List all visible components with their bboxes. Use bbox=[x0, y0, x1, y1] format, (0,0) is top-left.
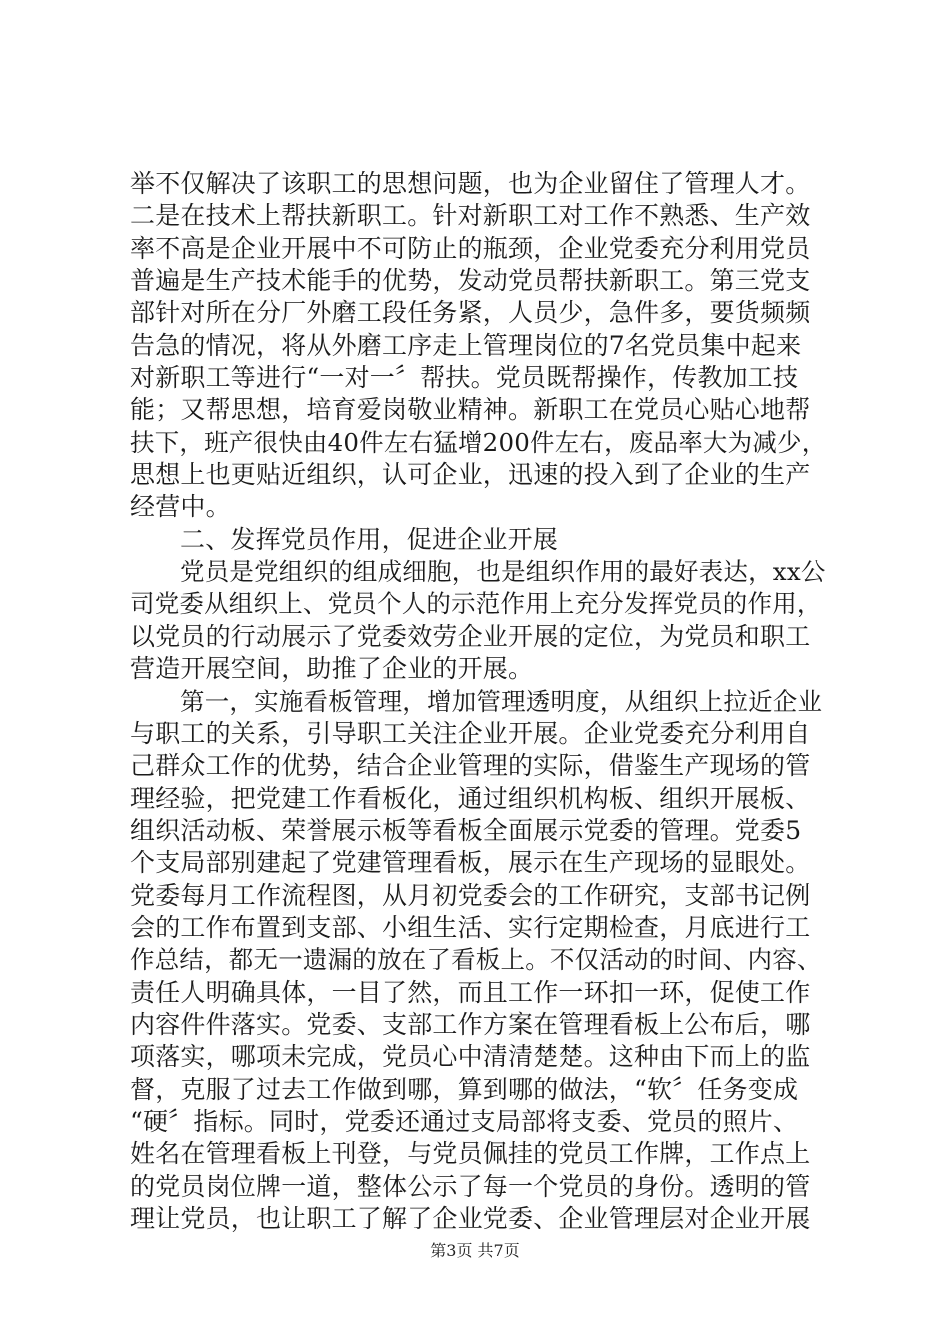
text-line: 营造开展空间，助推了企业的开展。 bbox=[130, 654, 534, 684]
text-line: 举不仅解决了该职工的思想问题，也为企业留住了管理人才。 bbox=[130, 169, 811, 198]
text-line: 对新职工等进行“一对一〞帮扶。党员既帮操作，传教加工技 bbox=[130, 363, 799, 393]
text-line: 责任人明确具体，一目了然，而且工作一环扣一环，促使工作 bbox=[130, 977, 811, 1007]
text-line: 会的工作布置到支部、小组生活、实行定期检查，月底进行工 bbox=[130, 912, 811, 942]
section-heading: 二、发挥党员作用，促进企业开展 bbox=[180, 524, 559, 554]
text-line: 姓名在管理看板上刊登，与党员佩挂的党员工作牌，工作点上 bbox=[130, 1139, 811, 1169]
text-line: 以党员的行动展示了党委效劳企业开展的定位，为党员和职工 bbox=[130, 621, 811, 651]
text-line: 己群众工作的优势，结合企业管理的实际，借鉴生产现场的管 bbox=[130, 751, 811, 781]
text-line: 二是在技术上帮扶新职工。针对新职工对工作不熟悉、生产效 bbox=[130, 201, 811, 231]
text-line: 普遍是生产技术能手的优势，发动党员帮扶新职工。第三党支 bbox=[130, 266, 811, 296]
text-line: 思想上也更贴近组织，认可企业，迅速的投入到了企业的生产 bbox=[130, 460, 811, 490]
paragraph-first-line: 党员是党组织的组成细胞，也是组织作用的最好表达，xx公 bbox=[180, 557, 826, 587]
text-line: 理让党员，也让职工了解了企业党委、企业管理层对企业开展 bbox=[130, 1204, 811, 1233]
text-line: 部针对所在分厂外磨工段任务紧，人员少，急件多，要货频频 bbox=[130, 298, 811, 328]
text-line: “硬〞指标。同时，党委还通过支局部将支委、党员的照片、 bbox=[130, 1106, 799, 1136]
text-line: 党委每月工作流程图，从月初党委会的工作研究，支部书记例 bbox=[130, 880, 811, 910]
text-line: 督，克服了过去工作做到哪，算到哪的做法，“软〞任务变成 bbox=[130, 1074, 799, 1104]
text-line: 项落实，哪项未完成，党员心中清清楚楚。这种由下而上的监 bbox=[130, 1042, 811, 1072]
text-line: 作总结，都无一遗漏的放在了看板上。不仅活动的时间、内容、 bbox=[130, 945, 822, 975]
document-body bbox=[130, 168, 830, 1235]
page-footer: 第3页 共7页 bbox=[430, 1241, 520, 1260]
paragraph-first-line: 第一，实施看板管理，增加管理透明度，从组织上拉近企业 bbox=[180, 686, 823, 716]
text-line: 能；又帮思想，培育爱岗敬业精神。新职工在党员心贴心地帮 bbox=[130, 395, 811, 425]
text-line: 司党委从组织上、党员个人的示范作用上充分发挥党员的作用， bbox=[130, 589, 822, 619]
text-line: 组织活动板、荣誉展示板等看板全面展示党委的管理。党委5 bbox=[130, 815, 802, 845]
text-line: 率不高是企业开展中不可防止的瓶颈，企业党委充分利用党员 bbox=[130, 233, 811, 263]
text-line: 经营中。 bbox=[130, 492, 231, 522]
text-line: 内容件件落实。党委、支部工作方案在管理看板上公布后，哪 bbox=[130, 1009, 811, 1039]
text-line: 理经验，把党建工作看板化，通过组织机构板、组织开展板、 bbox=[130, 783, 811, 813]
text-line: 告急的情况，将从外磨工序走上管理岗位的7名党员集中起来 bbox=[130, 330, 802, 360]
text-line: 个支局部别建起了党建管理看板，展示在生产现场的显眼处。 bbox=[130, 848, 811, 878]
text-line: 与职工的关系，引导职工关注企业开展。企业党委充分利用自 bbox=[130, 718, 811, 748]
text-line: 的党员岗位牌一道，整体公示了每一个党员的身份。透明的管 bbox=[130, 1171, 811, 1201]
text-line: 扶下，班产很快由40件左右猛增200件左右，废品率大为减少， bbox=[130, 427, 827, 457]
